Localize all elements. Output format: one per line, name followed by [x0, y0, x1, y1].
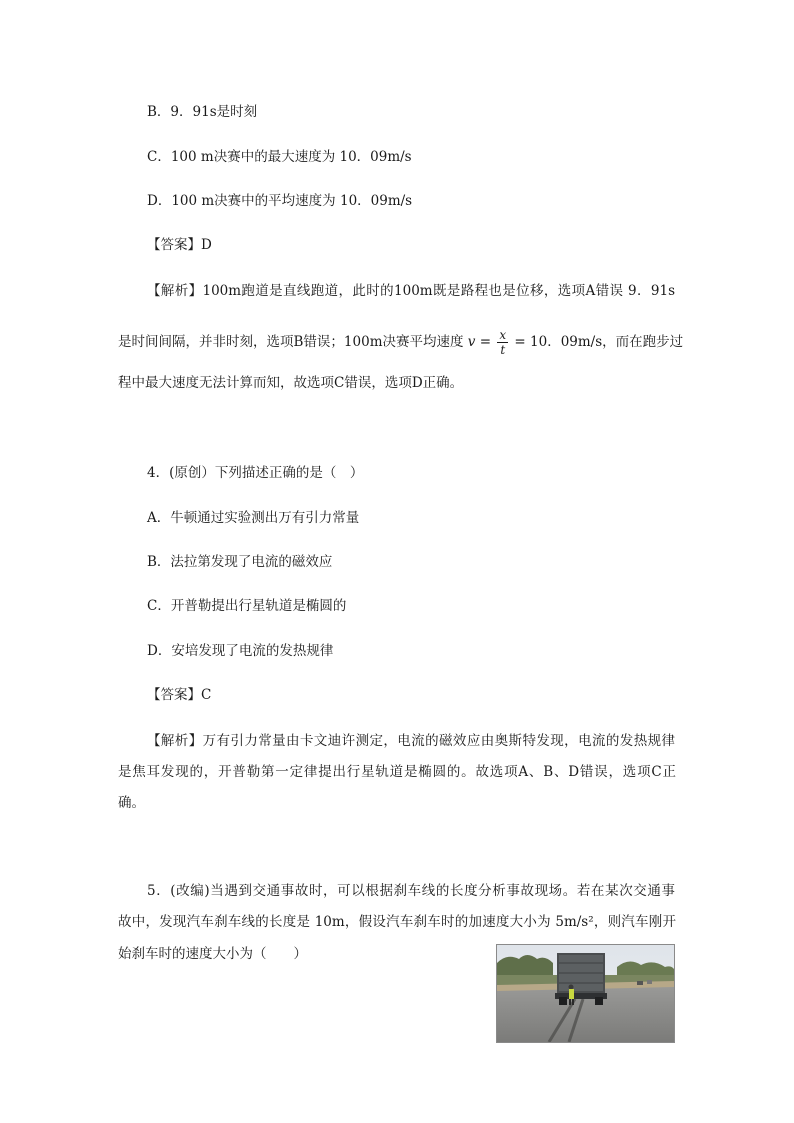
q4-option-b: B．法拉第发现了电流的磁效应: [147, 554, 333, 570]
q4-analysis-line-2: 是焦耳发现的，开普勒第一定律提出行星轨道是椭圆的。故选项A、B、D错误，选项C正: [118, 764, 676, 780]
fraction-numerator: x: [499, 328, 507, 342]
fraction-denominator: t: [500, 343, 506, 357]
q3-analysis-text: 是时间间隔，并非时刻，选项B错误；100m决赛平均速度: [118, 334, 464, 350]
q4-option-a: A．牛顿通过实验测出万有引力常量: [147, 510, 360, 526]
velocity-symbol: v: [467, 334, 476, 350]
q3-analysis-line-3: 程中最大速度无法计算而知，故选项C错误，选项D正确。: [118, 375, 464, 391]
q3-analysis-line-2: [118, 328, 683, 357]
truck-braking-photo: [496, 944, 675, 1043]
q4-analysis-line-1: 【解析】万有引力常量由卡文迪许测定，电流的磁效应由奥斯特发现，电流的发热规律: [147, 733, 675, 749]
q3-analysis-text-tail: = 10．09m/s，而在跑步过: [514, 334, 684, 350]
q4-option-c: C．开普勒提出行星轨道是椭圆的: [147, 598, 347, 614]
q4-answer: 【答案】C: [147, 687, 212, 703]
q3-option-b: B．9．91s是时刻: [147, 104, 258, 120]
q5-stem-line-3: 始刹车时的速度大小为（ ）: [118, 946, 307, 962]
q4-stem: 4．(原创）下列描述正确的是（ ）: [147, 465, 364, 481]
q5-stem-line-1: 5．(改编)当遇到交通事故时，可以根据刹车线的长度分析事故现场。若在某次交通事: [147, 883, 675, 899]
q3-option-c: C．100 m决赛中的最大速度为 10．09m/s: [147, 149, 412, 165]
velocity-formula-fraction: [497, 328, 508, 357]
equals-sign: =: [479, 334, 492, 350]
q3-analysis-line-1: 【解析】100m跑道是直线跑道，此时的100m既是路程也是位移，选项A错误 9．91s: [147, 283, 675, 299]
q3-answer: 【答案】D: [147, 237, 212, 253]
q3-option-d: D．100 m决赛中的平均速度为 10．09m/s: [147, 193, 413, 209]
q4-analysis-line-3: 确。: [118, 795, 145, 811]
q5-stem-line-2: 故中，发现汽车刹车线的长度是 10m，假设汽车刹车时的加速度大小为 5m/s²，则汽车刚开: [118, 914, 676, 930]
q4-option-d: D．安培发现了电流的发热规律: [147, 643, 334, 659]
